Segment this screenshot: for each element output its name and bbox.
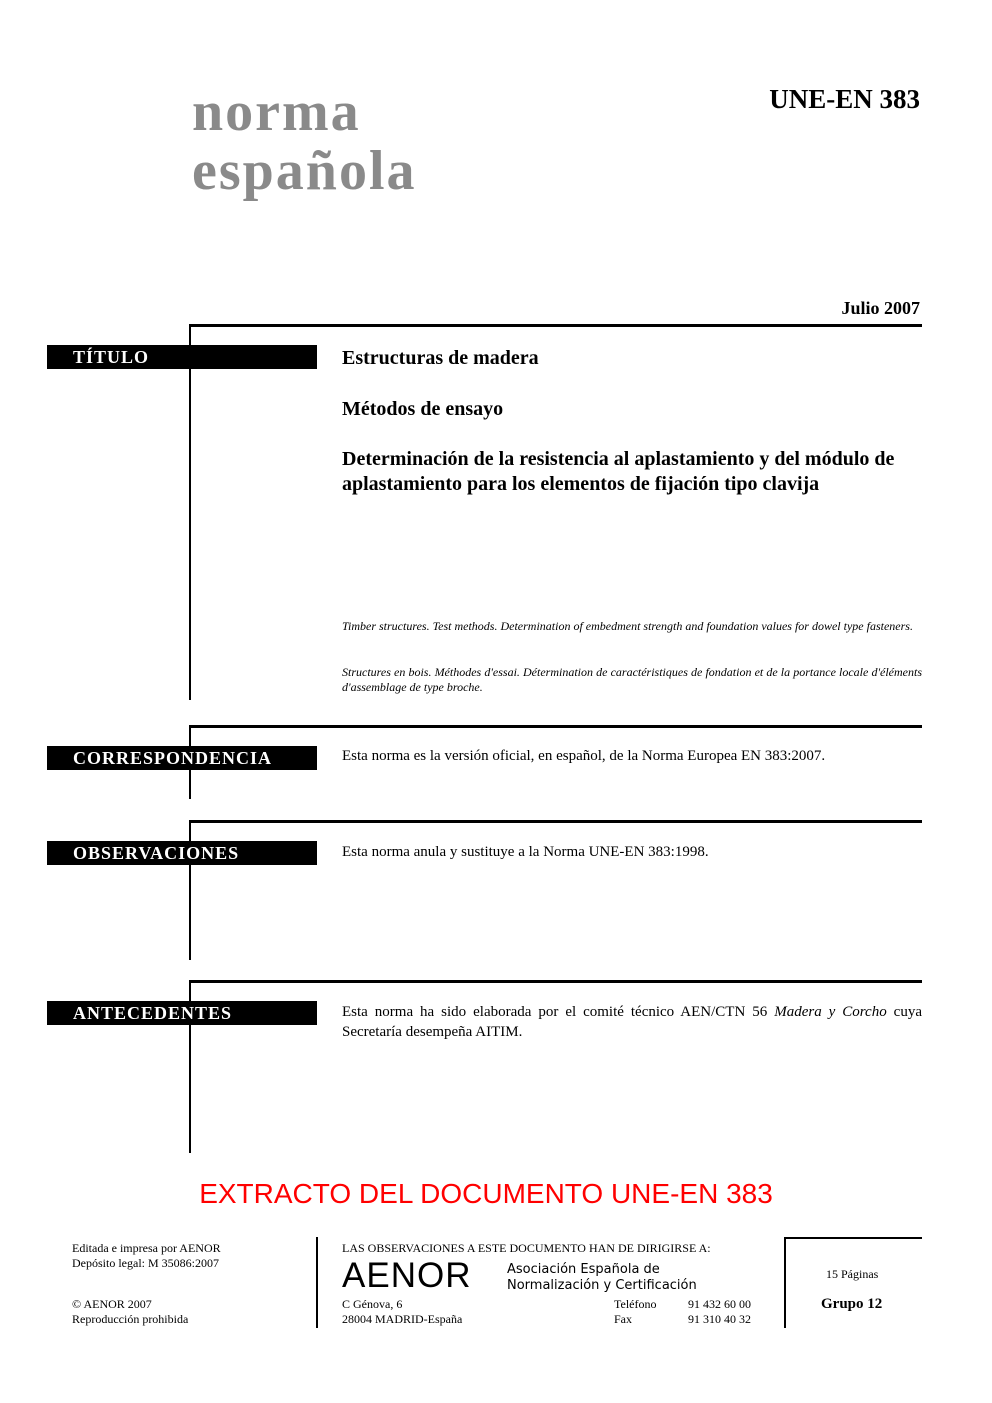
section-label-observaciones: OBSERVACIONES xyxy=(47,841,317,865)
address-line2: 28004 MADRID-España xyxy=(342,1312,463,1326)
observations-note: LAS OBSERVACIONES A ESTE DOCUMENTO HAN DE DIRIGIRSE A: xyxy=(342,1241,711,1255)
address-line1: C Génova, 6 xyxy=(342,1297,403,1311)
phone-number: 91 432 60 00 xyxy=(688,1297,751,1311)
org-name-line2: Normalización y Certificación xyxy=(507,1278,697,1293)
aenor-organization-name xyxy=(507,1262,697,1294)
aenor-logo: AENOR xyxy=(342,1256,472,1295)
norma-label-line1: norma xyxy=(192,81,361,143)
section-rule-titulo xyxy=(189,324,191,700)
section-divider-correspondencia xyxy=(189,725,922,728)
section-label-titulo: TÍTULO xyxy=(47,345,317,369)
committee-name: Madera y Corcho xyxy=(774,1004,887,1020)
footer-rule-left xyxy=(316,1237,318,1328)
french-title: Structures en bois. Méthodes d'essai. Détermination de caractéristiques de fondation et de la portance locale d'éléments d'assemblage de type broche. xyxy=(342,665,922,694)
fax-label: Fax xyxy=(614,1312,632,1326)
page-count: 15 Páginas xyxy=(826,1267,879,1281)
antecedentes-text-start: Esta norma ha sido elaborada por el comité técnico AEN/CTN 56 xyxy=(342,1004,775,1020)
reproduction-notice: Reproducción prohibida xyxy=(72,1312,189,1326)
section-label-antecedentes: ANTECEDENTES xyxy=(47,1001,317,1025)
fax-number: 91 310 40 32 xyxy=(688,1312,751,1326)
section-divider-observaciones xyxy=(189,820,922,823)
observaciones-text: Esta norma anula y sustituye a la Norma UNE-EN 383:1998. xyxy=(342,844,709,860)
title-line-3: Determinación de la resistencia al aplastamiento y del módulo de aplastamiento para los elementos de fijación tipo clavija xyxy=(342,448,895,495)
section-divider-antecedentes xyxy=(189,980,922,983)
title-line-2: Métodos de ensayo xyxy=(342,398,504,420)
footer-left-block xyxy=(72,1241,221,1271)
standard-code: UNE-EN 383 xyxy=(769,84,920,114)
extract-notice: EXTRACTO DEL DOCUMENTO UNE-EN 383 xyxy=(199,1178,773,1209)
org-name-line1: Asociación Española de xyxy=(507,1262,660,1277)
title-line-1: Estructuras de madera xyxy=(342,347,539,369)
copyright: © AENOR 2007 xyxy=(72,1297,152,1311)
english-title: Timber structures. Test methods. Determination of embedment strength and foundation values for dowel type fasteners. xyxy=(342,619,913,633)
contact-labels xyxy=(614,1297,656,1327)
section-label-correspondencia: CORRESPONDENCIA xyxy=(47,746,317,770)
footer-box-top xyxy=(784,1237,922,1239)
edited-by: Editada e impresa por AENOR xyxy=(72,1241,221,1255)
antecedentes-text-end: cuya Secretaría desempeña AITIM. xyxy=(342,1004,922,1040)
section-divider-titulo xyxy=(189,324,922,327)
price-group: Grupo 12 xyxy=(821,1296,883,1312)
publication-date: Julio 2007 xyxy=(841,298,920,318)
footer-copyright-block xyxy=(72,1297,188,1327)
correspondencia-text: Esta norma es la versión oficial, en español, de la Norma Europea EN 383:2007. xyxy=(342,748,826,764)
address-block xyxy=(342,1297,462,1327)
contact-values xyxy=(688,1297,751,1327)
phone-label: Teléfono xyxy=(614,1297,657,1311)
legal-deposit: Depósito legal: M 35086:2007 xyxy=(72,1256,219,1270)
norma-label-line2: española xyxy=(192,140,417,202)
footer-box-rule xyxy=(784,1237,786,1328)
antecedentes-text xyxy=(342,1002,922,1042)
